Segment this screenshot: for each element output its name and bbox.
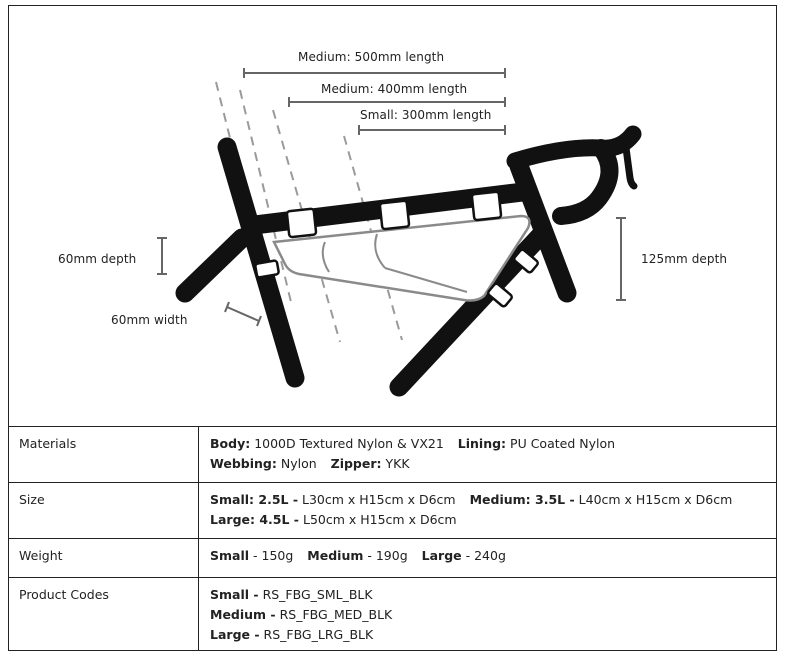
- small-300-label: Small: 300mm length: [360, 108, 492, 122]
- row-value: Small - RS_FBG_SML_BLK Medium - RS_FBG_MED_BLK Large - RS_FBG_LRG_BLK: [199, 578, 777, 652]
- width-60-label: 60mm width: [111, 313, 188, 327]
- depth-125-label: 125mm depth: [641, 252, 728, 266]
- depth-60-label: 60mm depth: [58, 252, 137, 266]
- row-value: Body: 1000D Textured Nylon & VX21 Lining: PU Coated Nylon Webbing: Nylon Zipper: YKK: [199, 427, 777, 483]
- product-spec-sheet: [8, 5, 777, 651]
- row-label: Size: [9, 483, 199, 539]
- row-label: Weight: [9, 539, 199, 578]
- table-row-product-codes: [9, 578, 776, 652]
- medium-400-label: Medium: 400mm length: [321, 82, 468, 96]
- spec-table: [9, 426, 776, 651]
- row-label: Product Codes: [9, 578, 199, 652]
- medium-500-label: Medium: 500mm length: [298, 50, 445, 64]
- row-value: Small - 150g Medium - 190g Large - 240g: [199, 539, 777, 578]
- row-label: Materials: [9, 427, 199, 483]
- table-row-materials: [9, 427, 776, 483]
- table-row-size: [9, 483, 776, 539]
- row-value: Small: 2.5L - L30cm x H15cm x D6cm Medium: 3.5L - L40cm x H15cm x D6cm Large: 4.5L - L50cm x H15cm x D6cm: [199, 483, 777, 539]
- frame-bag-diagram: [9, 6, 776, 426]
- bike-frame-illustration: [9, 6, 776, 426]
- table-row-weight: [9, 539, 776, 578]
